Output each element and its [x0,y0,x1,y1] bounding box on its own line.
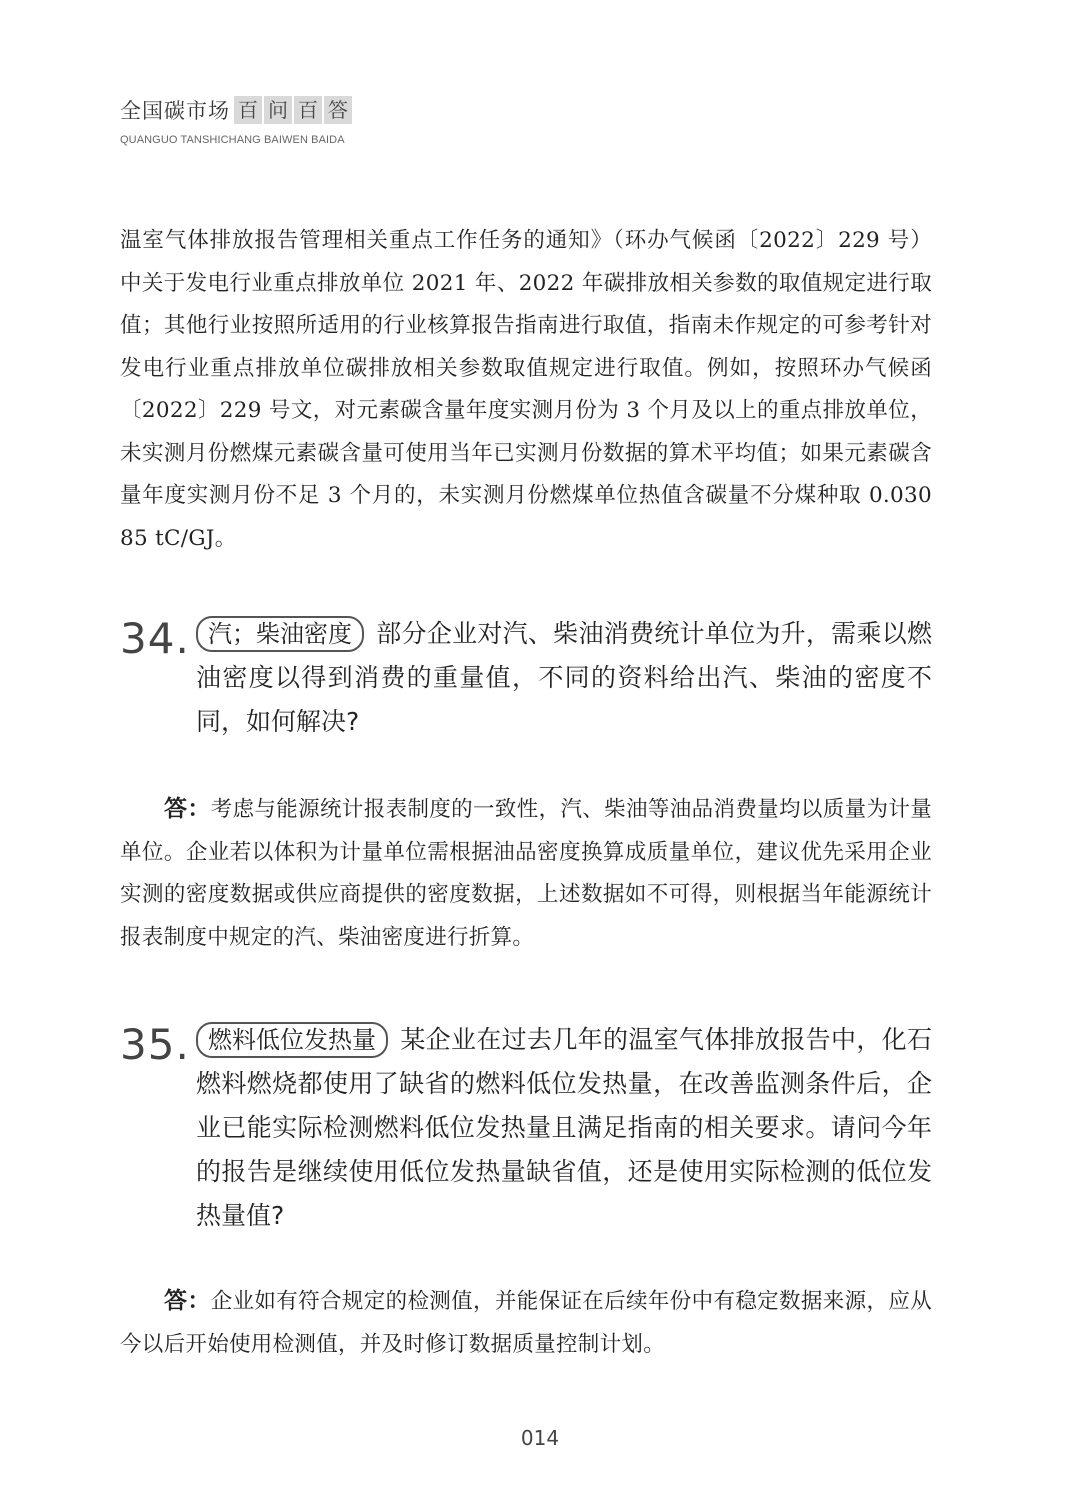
question-34 [120,612,932,744]
answer-label: 答： [164,796,211,822]
header-title-box: 答 [324,96,352,124]
answer-35 [120,1280,932,1366]
question-text: 某企业在过去几年的温室气体排放报告中，化石燃料燃烧都使用了缺省的燃料低位发热量，在改善监测条件后，企业已能实际检测燃料低位发热量且满足指南的相关要求。请问今年的报告是继续使用低位发热量缺省值，还是使用实际检测的低位发热量值? [196,1025,932,1230]
page-number: 014 [520,1426,560,1450]
question-tag: 燃料低位发热量 [196,1022,388,1058]
question-number: 35. [120,1020,190,1069]
question-text-block [196,1018,932,1238]
answer-text: 企业如有符合规定的检测值，并能保证在后续年份中有稳定数据来源，应从今以后开始使用检测值，并及时修订数据质量控制计划。 [120,1289,932,1357]
header-title-main: 全国碳市场 [120,99,230,123]
header-title-box: 百 [294,96,322,124]
header-title [120,94,354,126]
question-text-block [196,612,932,744]
page-header [120,94,354,146]
answer-label: 答： [164,1288,211,1314]
answer-text: 考虑与能源统计报表制度的一致性，汽、柴油等油品消费量均以质量为计量单位。企业若以体积为计量单位需根据油品密度换算成质量单位，建议优先采用企业实测的密度数据或供应商提供的密度数据，上述数据如不可得，则根据当年能源统计报表制度中规定的汽、柴油密度进行折算。 [120,797,932,950]
question-number: 34. [120,614,190,663]
header-title-box: 问 [264,96,292,124]
header-subtitle: QUANGUO TANSHICHANG BAIWEN BAIDA [120,134,345,146]
intro-paragraph: 温室气体排放报告管理相关重点工作任务的通知》（环办气候函〔2022〕229 号）中关于发电行业重点排放单位 2021 年、2022 年碳排放相关参数的取值规定进行取值；其他行业按照所适用的行业核算报告指南进行取值，指南未作规定的可参考针对发电行业重点排放单位碳排放相关参数取值规定进行取值。例如，按照环办气候函〔2022〕229 号文，对元素碳含量年度实测月份为 3 个月及以上的重点排放单位，未实测月份燃煤元素碳含量可使用当年已实测月份数据的算术平均值；如果元素碳含量年度实测月份不足 3 个月的，未实测月份燃煤单位热值含碳量不分煤种取 0.030 85 tC/GJ。 [120,228,932,551]
answer-34 [120,788,932,959]
question-tag: 汽；柴油密度 [196,616,364,652]
question-35 [120,1018,932,1238]
header-title-box: 百 [234,96,262,124]
question-text: 部分企业对汽、柴油消费统计单位为升，需乘以燃油密度以得到消费的重量值，不同的资料给出汽、柴油的密度不同，如何解决? [196,619,932,736]
